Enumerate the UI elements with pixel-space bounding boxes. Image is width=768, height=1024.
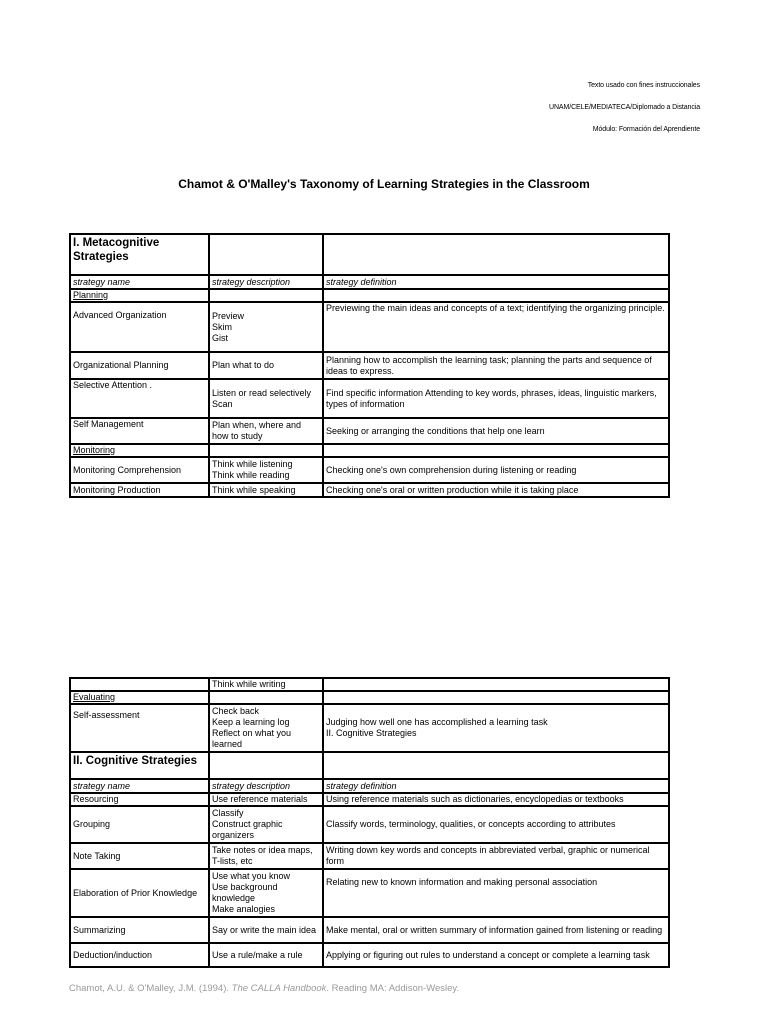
strategy-name: Resourcing bbox=[70, 793, 209, 806]
strategy-name: Grouping bbox=[70, 806, 209, 843]
strategy-name: Note Taking bbox=[70, 843, 209, 869]
table-row bbox=[70, 704, 669, 752]
table-row bbox=[70, 418, 669, 444]
strategy-definition: Make mental, oral or written summary of information gained from listening or reading bbox=[323, 917, 669, 943]
strategy-definition: Checking one's oral or written production while it is taking place bbox=[323, 483, 669, 497]
col-header-description: strategy description bbox=[209, 779, 323, 793]
strategy-description: Check back Keep a learning log Reflect on what you learned bbox=[209, 704, 323, 752]
table-row bbox=[70, 457, 669, 483]
table-row bbox=[70, 678, 669, 691]
group-label-evaluating: Evaluating bbox=[70, 691, 209, 704]
col-header-name: strategy name bbox=[70, 779, 209, 793]
strategy-description: Use reference materials bbox=[209, 793, 323, 806]
table-row bbox=[70, 793, 669, 806]
strategy-name: Summarizing bbox=[70, 917, 209, 943]
strategy-name: Deduction/induction bbox=[70, 943, 209, 967]
col-header-definition: strategy definition bbox=[323, 275, 669, 289]
table-row bbox=[70, 869, 669, 917]
table-row bbox=[70, 943, 669, 967]
strategy-definition: Applying or figuring out rules to understand a concept or complete a learning task bbox=[323, 943, 669, 967]
table-row bbox=[70, 352, 669, 379]
header-line-3: Módulo: Formación del Aprendiente bbox=[592, 126, 700, 133]
strategy-description: Preview Skim Gist bbox=[209, 302, 323, 352]
strategy-definition: Previewing the main ideas and concepts of a text; identifying the organizing principle. bbox=[323, 302, 669, 352]
header-line-2: UNAM/CELE/MEDIATECA/Diplomado a Distancia bbox=[549, 104, 700, 111]
strategy-description: Use what you know Use background knowledge Make analogies bbox=[209, 869, 323, 917]
strategy-definition: Checking one's own comprehension during listening or reading bbox=[323, 457, 669, 483]
strategy-description: Think while writing bbox=[209, 678, 323, 691]
table-row bbox=[70, 806, 669, 843]
cognitive-table bbox=[69, 677, 670, 968]
strategy-name: Advanced Organization bbox=[70, 302, 209, 352]
strategy-description: Use a rule/make a rule bbox=[209, 943, 323, 967]
strategy-description: Plan when, where and how to study bbox=[209, 418, 323, 444]
strategy-name: Self-assessment bbox=[70, 704, 209, 752]
strategy-name: Elaboration of Prior Knowledge bbox=[70, 869, 209, 917]
strategy-description: Think while listening Think while reading bbox=[209, 457, 323, 483]
strategy-description: Take notes or idea maps, T-lists, etc bbox=[209, 843, 323, 869]
table-row bbox=[70, 302, 669, 352]
table-row bbox=[70, 483, 669, 497]
strategy-definition: Writing down key words and concepts in abbreviated verbal, graphic or numerical form bbox=[323, 843, 669, 869]
strategy-definition: Find specific information Attending to key words, phrases, ideas, linguistic markers, types of information bbox=[323, 379, 669, 418]
group-label-monitoring: Monitoring bbox=[70, 444, 209, 457]
col-header-description: strategy description bbox=[209, 275, 323, 289]
section-heading-cognitive: II. Cognitive Strategies bbox=[70, 752, 209, 779]
strategy-definition: Seeking or arranging the conditions that help one learn bbox=[323, 418, 669, 444]
page-title: Chamot & O'Malley's Taxonomy of Learning Strategies in the Classroom bbox=[178, 177, 590, 191]
citation-book-title: The CALLA Handbook bbox=[231, 983, 327, 994]
strategy-definition: Relating new to known information and making personal association bbox=[323, 869, 669, 917]
strategy-name: Selective Attention . bbox=[70, 379, 209, 418]
strategy-description: Listen or read selectively Scan bbox=[209, 379, 323, 418]
strategy-definition: Using reference materials such as dictionaries, encyclopedias or textbooks bbox=[323, 793, 669, 806]
col-header-definition: strategy definition bbox=[323, 779, 669, 793]
section-heading-metacognitive: I. Metacognitive Strategies bbox=[70, 234, 209, 275]
strategy-name: Monitoring Production bbox=[70, 483, 209, 497]
strategy-description: Plan what to do bbox=[209, 352, 323, 379]
strategy-description: Classify Construct graphic organizers bbox=[209, 806, 323, 843]
col-header-name: strategy name bbox=[70, 275, 209, 289]
strategy-name: Self Management bbox=[70, 418, 209, 444]
table-row bbox=[70, 917, 669, 943]
citation bbox=[69, 983, 459, 994]
metacognitive-table bbox=[69, 233, 670, 498]
citation-authors: Chamot, A.U. & O'Malley, J.M. (1994). bbox=[69, 983, 230, 994]
table-row bbox=[70, 843, 669, 869]
strategy-definition: Classify words, terminology, qualities, or concepts according to attributes bbox=[323, 806, 669, 843]
strategy-definition: Planning how to accomplish the learning task; planning the parts and sequence of ideas to express. bbox=[323, 352, 669, 379]
citation-publisher: . Reading MA: Addison-Wesley. bbox=[326, 983, 460, 994]
strategy-name: Organizational Planning bbox=[70, 352, 209, 379]
strategy-name: Monitoring Comprehension bbox=[70, 457, 209, 483]
table-row bbox=[70, 379, 669, 418]
group-label-planning: Planning bbox=[70, 289, 209, 302]
header-line-1: Texto usado con fines instruccionales bbox=[587, 82, 700, 89]
strategy-description: Say or write the main idea bbox=[209, 917, 323, 943]
strategy-description: Think while speaking bbox=[209, 483, 323, 497]
strategy-definition: Judging how well one has accomplished a learning task II. Cognitive Strategies bbox=[323, 704, 669, 752]
